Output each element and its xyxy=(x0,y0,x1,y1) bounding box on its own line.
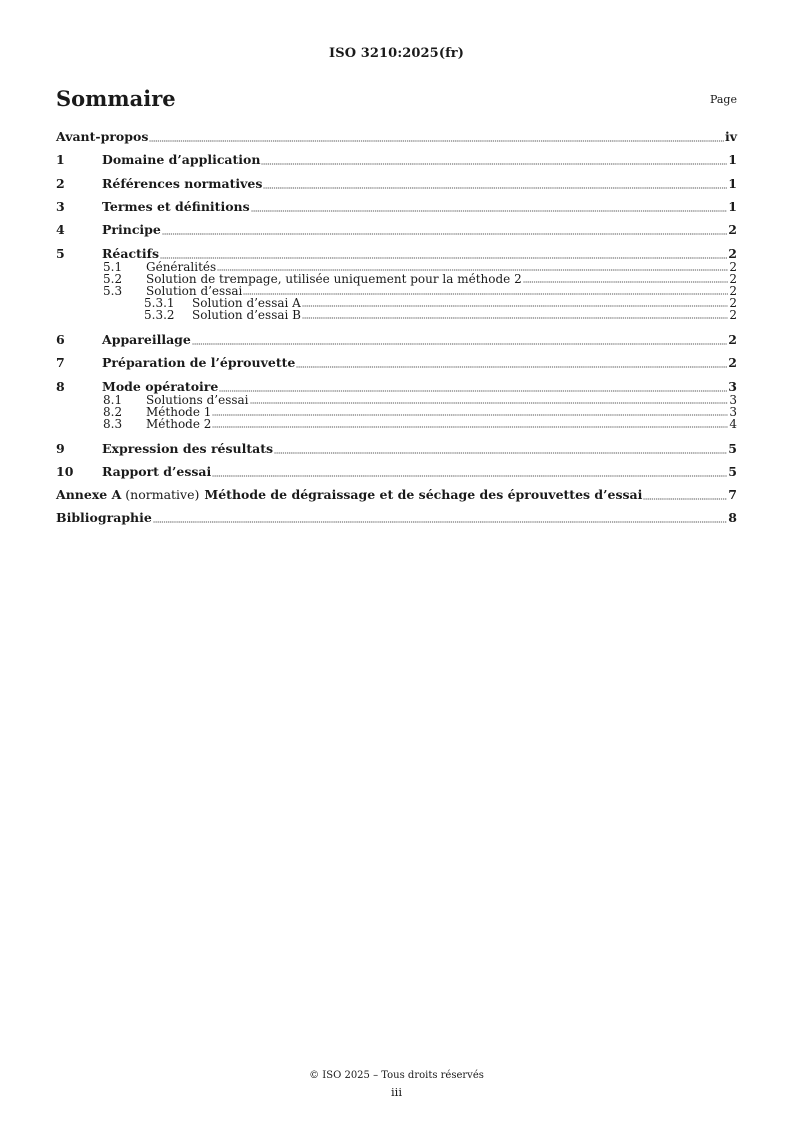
toc-entry-number: 8.2 xyxy=(103,405,123,419)
toc-entry-number: 1 xyxy=(56,152,65,167)
toc-entry-number: 5 xyxy=(56,246,65,261)
toc-entry-number: 4 xyxy=(56,222,65,237)
document-header: ISO 3210:2025(fr) xyxy=(329,46,464,61)
toc-entry-label: Solution d’essai B xyxy=(192,308,301,322)
toc-entry-4[interactable] xyxy=(56,223,737,237)
toc-entry-page: 2 xyxy=(728,222,737,237)
toc-entry-label: Solution d’essai A xyxy=(192,296,301,310)
table-of-contents xyxy=(56,130,737,525)
toc-entry-label: Bibliographie xyxy=(56,510,152,525)
toc-entry-page: 4 xyxy=(729,417,737,431)
toc-entry-page: 2 xyxy=(728,355,737,370)
toc-entry-page: 5 xyxy=(728,464,737,479)
toc-entry-label: Avant-propos xyxy=(56,129,149,144)
toc-entry-page: 1 xyxy=(728,199,737,214)
toc-entry-9[interactable] xyxy=(56,442,737,456)
toc-entry-label: Solution d’essai xyxy=(146,284,243,298)
toc-entry-page: 3 xyxy=(728,379,737,394)
toc-entry-label: Mode opératoire xyxy=(102,379,219,394)
toc-entry-number: 2 xyxy=(56,176,65,191)
toc-dot-leader xyxy=(274,445,727,454)
toc-entry-label: Expression des résultats xyxy=(102,441,274,456)
toc-entry-5-3-2[interactable] xyxy=(144,309,737,321)
toc-entry-bibliographie[interactable] xyxy=(56,511,737,525)
toc-entry-label: Appareillage xyxy=(102,332,191,347)
toc-entry-label: Termes et définitions xyxy=(102,199,250,214)
toc-dot-leader xyxy=(302,310,728,319)
toc-title: Sommaire xyxy=(56,86,176,111)
toc-entry-label: Préparation de l’éprouvette xyxy=(102,355,296,370)
toc-entry-label: Méthode 1 xyxy=(146,405,212,419)
toc-dot-leader xyxy=(261,156,727,165)
toc-entry-annex-a[interactable] xyxy=(56,488,737,502)
toc-entry-number: 6 xyxy=(56,332,65,347)
toc-entry-number: 9 xyxy=(56,441,65,456)
toc-entry-annex-title: Méthode de dégraissage et de séchage des éprouvettes d’essai xyxy=(204,487,643,502)
toc-dot-leader xyxy=(296,359,727,368)
toc-dot-leader xyxy=(302,298,729,307)
toc-dot-leader xyxy=(263,180,727,189)
toc-entry-page: 2 xyxy=(729,260,737,274)
toc-entry-page: 2 xyxy=(729,284,737,298)
toc-entry-page: 2 xyxy=(729,296,737,310)
toc-entry-number: 8.1 xyxy=(103,393,123,407)
copyright-notice: © ISO 2025 – Tous droits réservés xyxy=(309,1070,484,1081)
toc-entry-label: Réactifs xyxy=(102,246,159,261)
toc-entry-number: 7 xyxy=(56,355,65,370)
toc-entry-number: 5.1 xyxy=(103,260,123,274)
toc-entry-number: 5.2 xyxy=(103,272,123,286)
toc-entry-label: Solution de trempage, utilisée uniquement pour la méthode 2 xyxy=(146,272,522,286)
toc-entry-number: 3 xyxy=(56,199,65,214)
toc-entry-page: 3 xyxy=(729,405,737,419)
toc-entry-6[interactable] xyxy=(56,333,737,347)
toc-entry-1[interactable] xyxy=(56,153,737,167)
toc-entry-number: 8 xyxy=(56,379,65,394)
toc-entry-label: Généralités xyxy=(146,260,217,274)
toc-dot-leader xyxy=(153,514,727,523)
page-column-label: Page xyxy=(709,93,737,106)
toc-entry-7[interactable] xyxy=(56,356,737,370)
toc-entry-page: 1 xyxy=(728,176,737,191)
toc-dot-leader xyxy=(212,468,727,477)
toc-entry-number: 10 xyxy=(56,464,74,479)
toc-entry-label: Domaine d’application xyxy=(102,152,261,167)
toc-dot-leader xyxy=(192,336,727,345)
toc-dot-leader xyxy=(217,262,728,271)
toc-entry-5[interactable] xyxy=(56,247,737,261)
page-footer xyxy=(0,1068,793,1100)
toc-entry-page: 7 xyxy=(728,487,737,502)
toc-entry-label: Rapport d’essai xyxy=(102,464,212,479)
toc-entry-avant-propos[interactable] xyxy=(56,130,737,144)
toc-entry-annex-type: (normative) xyxy=(125,487,200,502)
toc-entry-number: 5.3 xyxy=(103,284,123,298)
toc-dot-leader xyxy=(212,419,728,428)
toc-dot-leader xyxy=(149,133,724,142)
toc-dot-leader xyxy=(523,274,729,283)
toc-entry-page: 1 xyxy=(728,152,737,167)
toc-entry-page: 2 xyxy=(728,332,737,347)
toc-entry-10[interactable] xyxy=(56,465,737,479)
toc-dot-leader xyxy=(251,203,728,212)
toc-entry-page: iv xyxy=(724,129,737,144)
page-number: iii xyxy=(390,1085,403,1099)
toc-entry-page: 2 xyxy=(729,272,737,286)
toc-entry-page: 8 xyxy=(728,510,737,525)
toc-title-row xyxy=(56,86,737,112)
toc-dot-leader xyxy=(160,250,727,259)
toc-dot-leader xyxy=(243,286,728,295)
toc-entry-number: 5.3.1 xyxy=(144,296,175,310)
toc-dot-leader xyxy=(162,226,727,235)
toc-entry-label: Références normatives xyxy=(102,176,263,191)
toc-entry-8[interactable] xyxy=(56,380,737,394)
toc-entry-label: Solutions d’essai xyxy=(146,393,249,407)
toc-entry-page: 5 xyxy=(728,441,737,456)
toc-dot-leader xyxy=(643,491,727,500)
toc-entry-page: 2 xyxy=(728,246,737,261)
toc-dot-leader xyxy=(212,407,728,416)
toc-entry-number: 5.3.2 xyxy=(144,308,175,322)
toc-entry-page: 3 xyxy=(729,393,737,407)
toc-entry-3[interactable] xyxy=(56,200,737,214)
toc-entry-2[interactable] xyxy=(56,177,737,191)
toc-dot-leader xyxy=(250,395,729,404)
toc-dot-leader xyxy=(219,383,727,392)
toc-entry-8-3[interactable] xyxy=(103,418,737,430)
toc-entry-label: Annexe A xyxy=(56,487,122,502)
toc-entry-page: 2 xyxy=(729,308,737,322)
toc-entry-label: Méthode 2 xyxy=(146,417,212,431)
toc-entry-label: Principe xyxy=(102,222,161,237)
toc-entry-number: 8.3 xyxy=(103,417,123,431)
